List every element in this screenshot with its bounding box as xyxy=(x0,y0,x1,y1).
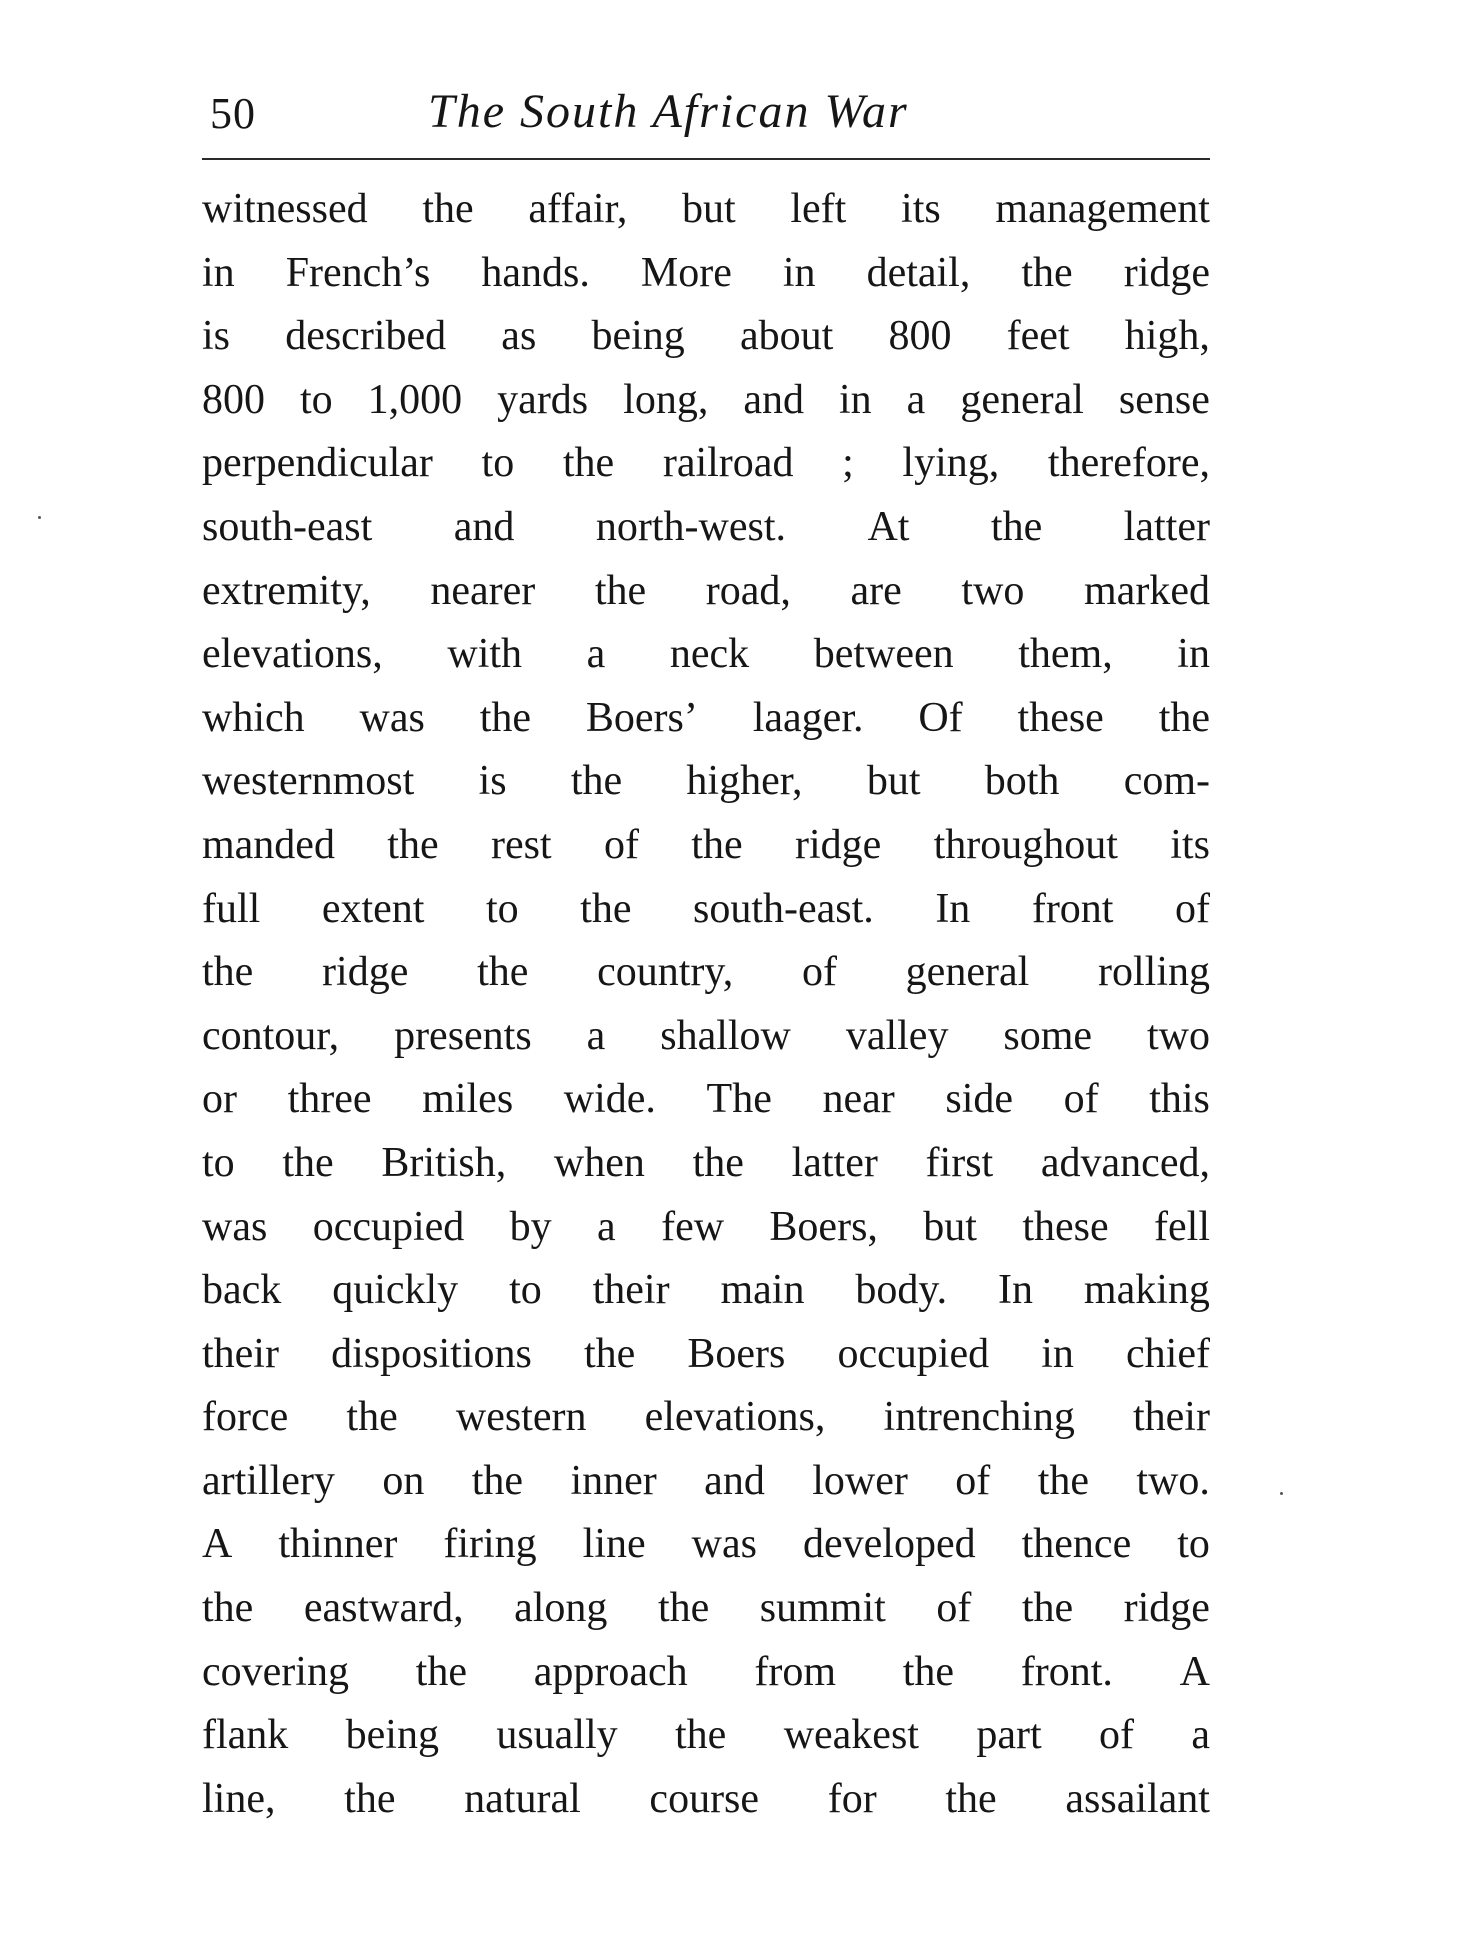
text-line xyxy=(202,878,1210,942)
word: weakest xyxy=(783,1712,919,1759)
word: natural xyxy=(464,1775,581,1822)
word: of xyxy=(603,821,639,868)
text-line xyxy=(202,432,1210,496)
word: latter xyxy=(791,1139,878,1186)
text-line xyxy=(202,1577,1210,1641)
word: its xyxy=(1170,821,1210,868)
word: as xyxy=(501,313,537,360)
text-line xyxy=(202,750,1210,814)
body-text xyxy=(202,178,1210,1831)
word: thinner xyxy=(278,1521,398,1568)
word: their xyxy=(592,1267,670,1314)
word: extent xyxy=(321,885,425,932)
word: was xyxy=(691,1521,757,1568)
text-line xyxy=(202,687,1210,751)
word: chief xyxy=(1126,1330,1210,1377)
word: rolling xyxy=(1098,949,1210,996)
word: the xyxy=(346,1394,398,1441)
word: both xyxy=(984,758,1060,805)
word: in xyxy=(1177,631,1210,678)
word: management xyxy=(995,186,1210,232)
word: with xyxy=(447,631,523,678)
word: throughout xyxy=(933,821,1118,868)
word: the xyxy=(583,1330,636,1377)
scan-speck xyxy=(1280,1492,1283,1495)
page-number: 50 xyxy=(210,89,256,138)
word: In xyxy=(935,885,971,932)
word: these xyxy=(1017,694,1104,741)
word: advanced, xyxy=(1040,1139,1210,1186)
word: covering xyxy=(202,1648,349,1695)
word: marked xyxy=(1084,567,1210,614)
word: their xyxy=(202,1330,279,1377)
scan-speck xyxy=(38,516,41,519)
word: manded xyxy=(202,821,335,868)
word: thence xyxy=(1021,1521,1132,1568)
text-line xyxy=(202,305,1210,369)
word: The xyxy=(706,1076,772,1123)
word: to xyxy=(1177,1521,1210,1568)
page-header xyxy=(200,78,1210,148)
word: the xyxy=(344,1775,396,1822)
word: described xyxy=(285,313,447,360)
word: Of xyxy=(918,694,963,741)
word: body. xyxy=(855,1267,948,1314)
text-line xyxy=(202,1259,1210,1323)
word: being xyxy=(345,1712,439,1759)
word: approach xyxy=(533,1648,688,1695)
word: higher, xyxy=(686,758,803,805)
word: but xyxy=(682,186,736,232)
word: intrenching xyxy=(883,1394,1075,1441)
word: of xyxy=(1098,1712,1134,1759)
word: the xyxy=(990,503,1043,550)
word: 800 xyxy=(888,313,952,360)
word: three xyxy=(287,1076,372,1123)
word: south-east. xyxy=(693,885,874,932)
word: course xyxy=(649,1775,760,1822)
word: British, xyxy=(381,1139,507,1186)
word: summit xyxy=(759,1585,886,1632)
word: Boers xyxy=(687,1330,786,1377)
word: back xyxy=(202,1267,282,1314)
text-line xyxy=(202,1323,1210,1387)
text-line xyxy=(202,1386,1210,1450)
word: a xyxy=(586,1012,606,1059)
word: of xyxy=(1063,1076,1099,1123)
word: sense xyxy=(1118,376,1210,423)
text-line xyxy=(202,1641,1210,1705)
word: in xyxy=(782,249,816,296)
text-line xyxy=(202,496,1210,560)
word: witnessed xyxy=(202,186,368,232)
word: 1,000 xyxy=(367,376,463,423)
word: or xyxy=(202,1076,237,1123)
word: the xyxy=(471,1457,524,1504)
word: is xyxy=(478,758,507,805)
word: dispositions xyxy=(331,1330,532,1377)
word: in xyxy=(1041,1330,1074,1377)
word: perpendicular xyxy=(202,440,433,487)
word: two xyxy=(961,567,1025,614)
word: the xyxy=(415,1648,467,1695)
text-line xyxy=(202,1450,1210,1514)
text-line xyxy=(202,814,1210,878)
word: laager. xyxy=(752,694,864,741)
word: high, xyxy=(1124,313,1210,360)
text-line xyxy=(202,1513,1210,1577)
text-line xyxy=(202,1704,1210,1768)
word: ridge xyxy=(1123,1585,1210,1632)
word: feet xyxy=(1006,313,1070,360)
word: the xyxy=(202,949,254,996)
word: road, xyxy=(705,567,791,614)
word: ridge xyxy=(794,821,882,868)
word: and xyxy=(704,1457,765,1504)
word: the xyxy=(1037,1457,1089,1504)
word: hands. xyxy=(481,249,590,296)
word: between xyxy=(813,631,954,678)
text-line xyxy=(202,623,1210,687)
word: are xyxy=(850,567,902,614)
header-rule xyxy=(202,158,1210,160)
word: main xyxy=(720,1267,805,1314)
word: firing xyxy=(443,1521,537,1568)
word: along xyxy=(514,1585,608,1632)
word: the xyxy=(1021,1585,1074,1632)
word: was xyxy=(202,1203,268,1250)
word: a xyxy=(586,631,606,678)
word: therefore, xyxy=(1047,440,1210,487)
word: developed xyxy=(803,1521,976,1568)
word: eastward, xyxy=(303,1585,464,1632)
word: a xyxy=(1191,1712,1210,1759)
word: assailant xyxy=(1065,1775,1210,1822)
word: first xyxy=(925,1139,994,1186)
word: general xyxy=(905,949,1030,996)
word: near xyxy=(822,1076,895,1123)
word: force xyxy=(202,1394,289,1441)
text-line xyxy=(202,560,1210,624)
word: the xyxy=(570,758,623,805)
text-line xyxy=(202,1768,1210,1832)
word: long, xyxy=(623,376,709,423)
word: on xyxy=(382,1457,425,1504)
word: westernmost xyxy=(202,758,415,805)
word: inner xyxy=(570,1457,657,1504)
word: the xyxy=(675,1712,727,1759)
word: but xyxy=(923,1203,977,1250)
text-line xyxy=(202,242,1210,306)
word: but xyxy=(866,758,921,805)
word: side xyxy=(945,1076,1013,1123)
word: More xyxy=(640,249,732,296)
word: this xyxy=(1149,1076,1210,1123)
word: lying, xyxy=(902,440,1000,487)
word: In xyxy=(998,1267,1034,1314)
word: A xyxy=(1179,1648,1210,1695)
word: of xyxy=(1175,885,1210,932)
word: front. xyxy=(1020,1648,1113,1695)
word: the xyxy=(580,885,632,932)
word: yards xyxy=(497,376,589,423)
text-line xyxy=(202,1005,1210,1069)
text-line xyxy=(202,1196,1210,1260)
word: north-west. xyxy=(595,503,786,550)
word: the xyxy=(422,186,474,232)
word: for xyxy=(827,1775,877,1822)
word: 800 xyxy=(202,376,265,423)
word: the xyxy=(594,567,647,614)
word: to xyxy=(509,1267,542,1314)
word: their xyxy=(1132,1394,1210,1441)
word: to xyxy=(202,1139,235,1186)
word: a xyxy=(597,1203,616,1250)
word: artillery xyxy=(202,1457,335,1504)
word: them, xyxy=(1018,631,1113,678)
word: the xyxy=(562,440,615,487)
word: full xyxy=(202,885,261,932)
word: is xyxy=(202,313,231,360)
text-line xyxy=(202,1132,1210,1196)
word: to xyxy=(485,885,519,932)
word: few xyxy=(661,1203,725,1250)
word: fell xyxy=(1154,1203,1210,1250)
word: country, xyxy=(597,949,734,996)
word: these xyxy=(1022,1203,1109,1250)
word: latter xyxy=(1123,503,1210,550)
word: flank xyxy=(202,1712,289,1759)
word: being xyxy=(591,313,685,360)
word: the xyxy=(945,1775,997,1822)
word: wide. xyxy=(563,1076,656,1123)
word: its xyxy=(901,186,941,232)
word: two xyxy=(1146,1012,1210,1059)
word: in xyxy=(202,249,235,296)
word: when xyxy=(553,1139,645,1186)
word: of xyxy=(955,1457,991,1504)
word: miles xyxy=(422,1076,514,1123)
word: a xyxy=(906,376,926,423)
word: extremity, xyxy=(202,567,371,614)
word: western xyxy=(455,1394,587,1441)
word: detail, xyxy=(866,249,971,296)
word: Boers, xyxy=(769,1203,878,1250)
word: line, xyxy=(202,1775,276,1822)
word: contour, xyxy=(202,1012,340,1059)
text-line xyxy=(202,941,1210,1005)
word: some xyxy=(1003,1012,1093,1059)
word: valley xyxy=(845,1012,949,1059)
word: nearer xyxy=(430,567,536,614)
word: the xyxy=(1021,249,1073,296)
text-line xyxy=(202,369,1210,433)
word: the xyxy=(202,1585,254,1632)
word: making xyxy=(1083,1267,1210,1314)
word: and xyxy=(453,503,515,550)
word: and xyxy=(743,376,804,423)
word: two. xyxy=(1136,1457,1210,1504)
running-title: The South African War xyxy=(428,85,909,138)
word: was xyxy=(359,694,425,741)
word: neck xyxy=(669,631,750,678)
word: the xyxy=(477,949,529,996)
word: com- xyxy=(1123,758,1210,805)
word: the xyxy=(902,1648,955,1695)
word: quickly xyxy=(332,1267,459,1314)
word: At xyxy=(867,503,910,550)
word: rest xyxy=(490,821,552,868)
word: the xyxy=(657,1585,710,1632)
text-line xyxy=(202,1068,1210,1132)
word: presents xyxy=(394,1012,532,1059)
word: line xyxy=(582,1521,646,1568)
word: to xyxy=(481,440,515,487)
word: elevations, xyxy=(202,631,383,678)
word: occupied xyxy=(837,1330,990,1377)
word: ridge xyxy=(322,949,409,996)
word: occupied xyxy=(312,1203,465,1250)
word: usually xyxy=(496,1712,618,1759)
word: part xyxy=(976,1712,1042,1759)
word: south-east xyxy=(202,503,373,550)
word: by xyxy=(509,1203,552,1250)
word: A xyxy=(202,1521,233,1568)
word: about xyxy=(739,313,834,360)
word: the xyxy=(1158,694,1210,741)
word: railroad xyxy=(662,440,794,487)
word: of xyxy=(936,1585,972,1632)
word: front xyxy=(1031,885,1114,932)
word: lower xyxy=(812,1457,908,1504)
word: the xyxy=(479,694,532,741)
word: French’s xyxy=(285,249,431,296)
word: elevations, xyxy=(644,1394,826,1441)
word: shallow xyxy=(660,1012,791,1059)
word: the xyxy=(692,1139,744,1186)
word: to xyxy=(300,376,333,423)
word: the xyxy=(691,821,743,868)
word: ; xyxy=(842,440,854,487)
text-line xyxy=(202,178,1210,242)
word: ridge xyxy=(1123,249,1210,296)
word: the xyxy=(387,821,439,868)
word: general xyxy=(960,376,1084,423)
word: in xyxy=(838,376,872,423)
word: left xyxy=(790,186,847,232)
word: the xyxy=(282,1139,334,1186)
word: from xyxy=(754,1648,836,1695)
word: Boers’ xyxy=(585,694,698,741)
word: of xyxy=(801,949,837,996)
word: which xyxy=(202,694,305,741)
word: affair, xyxy=(528,186,628,232)
